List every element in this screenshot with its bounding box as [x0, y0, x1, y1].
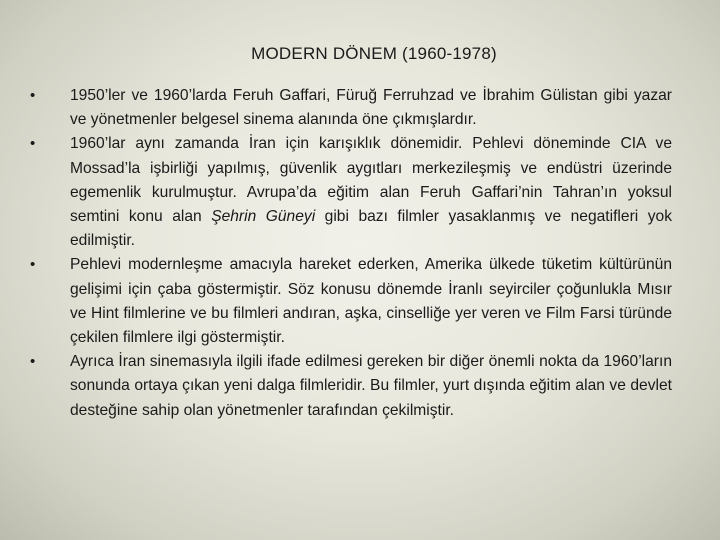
bullet-text: Pehlevi modernleşme amacıyla hareket ederken, Amerika ülkede tüketim kültürünün gelişimi için çaba göstermiştir. Söz konusu dönemde İranlı seyirciler çoğunlukla Mısır ve Hint filmlerine ve bu filmleri andıran, aşka, cinselliğe yer veren ve Film Farsi türünde çekilen filmlere ilgi göstermiştir. — [70, 256, 672, 347]
bullet-text-continued: gibi bazı filmler yasaklanmış ve negatifleri yok edilmiştir. — [70, 208, 672, 250]
bullet-item-1 — [30, 84, 672, 132]
bullet-icon: • — [30, 135, 36, 153]
bullet-item-4 — [30, 350, 672, 423]
slide-title: MODERN DÖNEM (1960-1978) — [251, 44, 497, 63]
slide-content — [30, 84, 672, 423]
bullet-text: 1960’lar aynı zamanda İran için karışıklık dönemidir. Pehlevi döneminde CIA ve Mossad’la işbirliği yapılmış, güvenlik aygıtları merkezileşmiş ve endüstri üzerinde egemenlik kurulmuştur. Avrupa’da eğitim alan Feruh Gaffari’nin Tahran’ın yoksul semtini konu alan — [70, 135, 672, 226]
bullet-icon: • — [30, 256, 36, 274]
bullet-text: Ayrıca İran sinemasıyla ilgili ifade edilmesi gereken bir diğer önemli nokta da 1960’ların sonunda ortaya çıkan yeni dalga filmleridir. Bu filmler, yurt dışında eğitim alan ve devlet desteğine sahip olan yönetmenler tarafından çekilmiştir. — [70, 353, 672, 419]
bullet-item-3 — [30, 253, 672, 350]
film-title-italic: Şehrin Güneyi — [211, 208, 316, 226]
bullet-list — [30, 84, 672, 423]
bullet-icon: • — [30, 353, 36, 371]
bullet-icon: • — [30, 87, 36, 104]
bullet-text: 1950’ler ve 1960’larda Feruh Gaffari, Füruğ Ferruhzad ve İbrahim Gülistan gibi yazar ve yönetmenler belgesel sinema alanında öne çıkmışlardır. — [70, 87, 672, 129]
bullet-item-2 — [30, 132, 672, 253]
